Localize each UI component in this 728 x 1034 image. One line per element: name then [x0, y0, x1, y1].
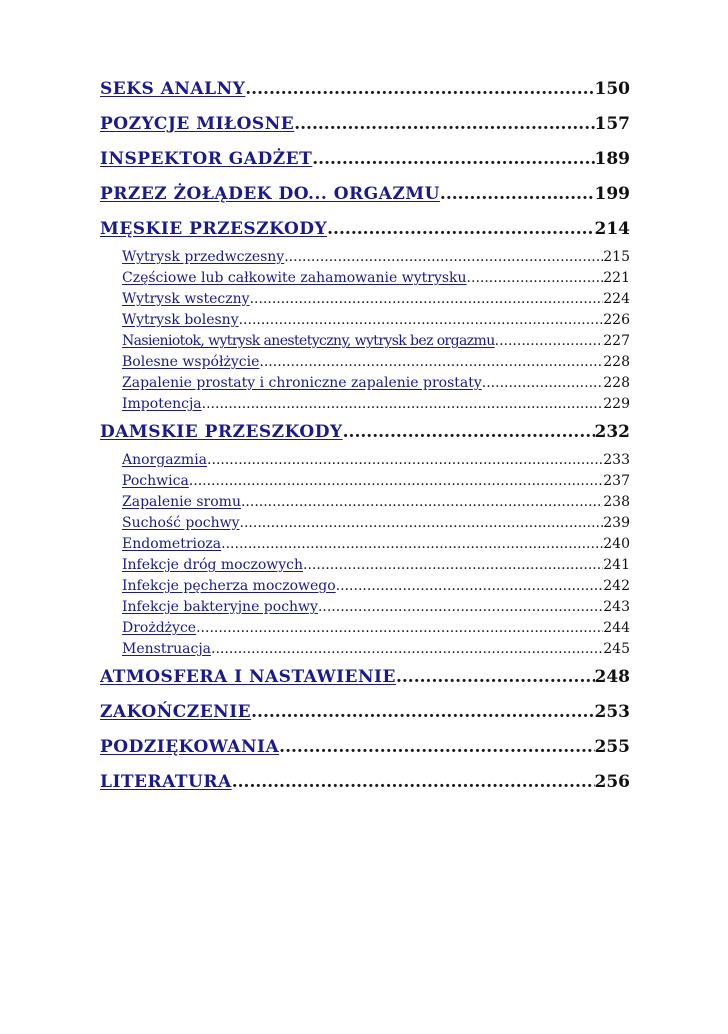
toc-entry-zakonczenie[interactable] [100, 695, 630, 730]
page-number: 242 [603, 578, 630, 594]
toc-subentry[interactable] [100, 513, 630, 534]
dot-leader [241, 492, 603, 513]
page-number: 243 [603, 599, 630, 615]
dot-leader [303, 555, 603, 576]
toc-link[interactable]: Zapalenie prostaty i chroniczne zapalenie prostaty [122, 375, 482, 391]
toc-link[interactable]: Wytrysk bolesny [122, 312, 239, 328]
page-number: 227 [603, 333, 630, 349]
dot-leader [482, 373, 603, 394]
toc-entry-inspektor-gadzet[interactable] [100, 142, 630, 177]
toc-subentry[interactable] [100, 555, 630, 576]
dot-leader [251, 695, 594, 730]
dot-leader [467, 268, 604, 289]
toc-entry-pozycje-milosne[interactable] [100, 107, 630, 142]
toc-subentry[interactable] [100, 373, 630, 394]
toc-subentry[interactable] [100, 534, 630, 555]
toc-link[interactable]: PRZEZ ŻOŁĄDEK DO... ORGAZMU [100, 184, 440, 204]
page-number: 199 [594, 184, 630, 204]
toc-subentry[interactable] [100, 268, 630, 289]
page-number: 229 [603, 396, 630, 412]
page-number: 150 [594, 79, 630, 99]
page-number: 248 [594, 667, 630, 687]
toc-subentry[interactable] [100, 247, 630, 268]
toc-link[interactable]: MĘSKIE PRZESZKODY [100, 219, 328, 239]
toc-link[interactable]: Suchość pochwy [122, 515, 240, 531]
toc-entry-atmosfera[interactable] [100, 660, 630, 695]
page-number: 233 [603, 452, 630, 468]
dot-leader [202, 394, 604, 415]
toc-subentry[interactable] [100, 639, 630, 660]
toc-entry-podziekowania[interactable] [100, 730, 630, 765]
page-number: 224 [603, 291, 630, 307]
toc-link[interactable]: LITERATURA [100, 772, 232, 792]
toc-link[interactable]: Infekcje dróg moczowych [122, 557, 304, 573]
toc-link[interactable]: Częściowe lub całkowite zahamowanie wytrysku [122, 270, 467, 286]
toc-link[interactable]: PODZIĘKOWANIA [100, 737, 280, 757]
toc-subentry[interactable] [100, 331, 630, 352]
page-number: 228 [603, 354, 630, 370]
page-number: 256 [594, 772, 630, 792]
toc-subentry[interactable] [100, 471, 630, 492]
page-number: 226 [603, 312, 630, 328]
toc-link[interactable]: INSPEKTOR GADŻET [100, 149, 313, 169]
dot-leader [211, 639, 603, 660]
toc-link[interactable]: Bolesne współżycie [122, 354, 260, 370]
dot-leader [221, 534, 603, 555]
toc-link[interactable]: Menstruacja [122, 641, 212, 657]
toc-entry-meskie-przeszkody[interactable] [100, 212, 630, 247]
toc-link[interactable]: Infekcje bakteryjne pochwy [122, 599, 318, 615]
toc-subentry[interactable] [100, 576, 630, 597]
toc-subentry[interactable] [100, 597, 630, 618]
toc-subentry[interactable] [100, 394, 630, 415]
toc-entry-literatura[interactable] [100, 765, 630, 800]
page-number: 232 [594, 422, 630, 442]
page-number: 255 [594, 737, 630, 757]
page-number: 253 [594, 702, 630, 722]
toc-link[interactable]: Pochwica [122, 473, 189, 489]
page-number: 239 [603, 515, 630, 531]
dot-leader [495, 331, 604, 352]
toc-subentry[interactable] [100, 310, 630, 331]
toc-subentry[interactable] [100, 352, 630, 373]
dot-leader [207, 450, 603, 471]
dot-leader [312, 142, 594, 177]
dot-leader [232, 765, 595, 800]
toc-link[interactable]: Infekcje pęcherza moczowego [122, 578, 336, 594]
toc-link[interactable]: Nasieniotok, wytrysk anestetyczny, wytrysk bez orgazmu [122, 333, 495, 349]
toc-link[interactable]: Drożdżyce [122, 620, 197, 636]
toc-link[interactable]: ZAKOŃCZENIE [100, 702, 252, 722]
page-number: 244 [603, 620, 630, 636]
dot-leader [294, 107, 594, 142]
toc-link[interactable]: Impotencja [122, 396, 202, 412]
table-of-contents [100, 72, 630, 800]
toc-link[interactable]: Endometrioza [122, 536, 222, 552]
toc-subentry[interactable] [100, 289, 630, 310]
page-number: 189 [594, 149, 630, 169]
dot-leader [336, 576, 604, 597]
dot-leader [196, 618, 603, 639]
toc-link[interactable]: POZYCJE MIŁOSNE [100, 114, 295, 134]
toc-subentry[interactable] [100, 618, 630, 639]
dot-leader [250, 289, 604, 310]
page-number: 238 [603, 494, 630, 510]
toc-entry-damskie-przeszkody[interactable] [100, 415, 630, 450]
dot-leader [245, 72, 594, 107]
toc-link[interactable]: DAMSKIE PRZESZKODY [100, 422, 343, 442]
toc-entry-seks-analny[interactable] [100, 72, 630, 107]
page-number: 157 [594, 114, 630, 134]
toc-link[interactable]: ATMOSFERA I NASTAWIENIE [100, 667, 396, 687]
page-number: 214 [594, 219, 630, 239]
page-number: 221 [603, 270, 630, 286]
page-number: 241 [603, 557, 630, 573]
toc-link[interactable]: Anorgazmia [122, 452, 208, 468]
dot-leader [327, 212, 594, 247]
toc-subentry[interactable] [100, 492, 630, 513]
dot-leader [239, 310, 604, 331]
page-number: 215 [603, 249, 630, 265]
page-number: 237 [603, 473, 630, 489]
dot-leader [318, 597, 603, 618]
page-number: 228 [603, 375, 630, 391]
toc-subentry[interactable] [100, 450, 630, 471]
dot-leader [396, 660, 595, 695]
dot-leader [259, 352, 603, 373]
page-number: 245 [603, 641, 630, 657]
toc-link[interactable]: SEKS ANALNY [100, 79, 246, 99]
dot-leader [343, 415, 595, 450]
dot-leader [279, 730, 594, 765]
dot-leader [440, 177, 595, 212]
toc-entry-przez-zoladek[interactable] [100, 177, 630, 212]
page-number: 240 [603, 536, 630, 552]
dot-leader [284, 247, 603, 268]
toc-link[interactable]: Wytrysk przedwczesny [122, 249, 285, 265]
dot-leader [240, 513, 604, 534]
dot-leader [189, 471, 603, 492]
toc-link[interactable]: Wytrysk wsteczny [122, 291, 250, 307]
toc-link[interactable]: Zapalenie sromu [122, 494, 241, 510]
